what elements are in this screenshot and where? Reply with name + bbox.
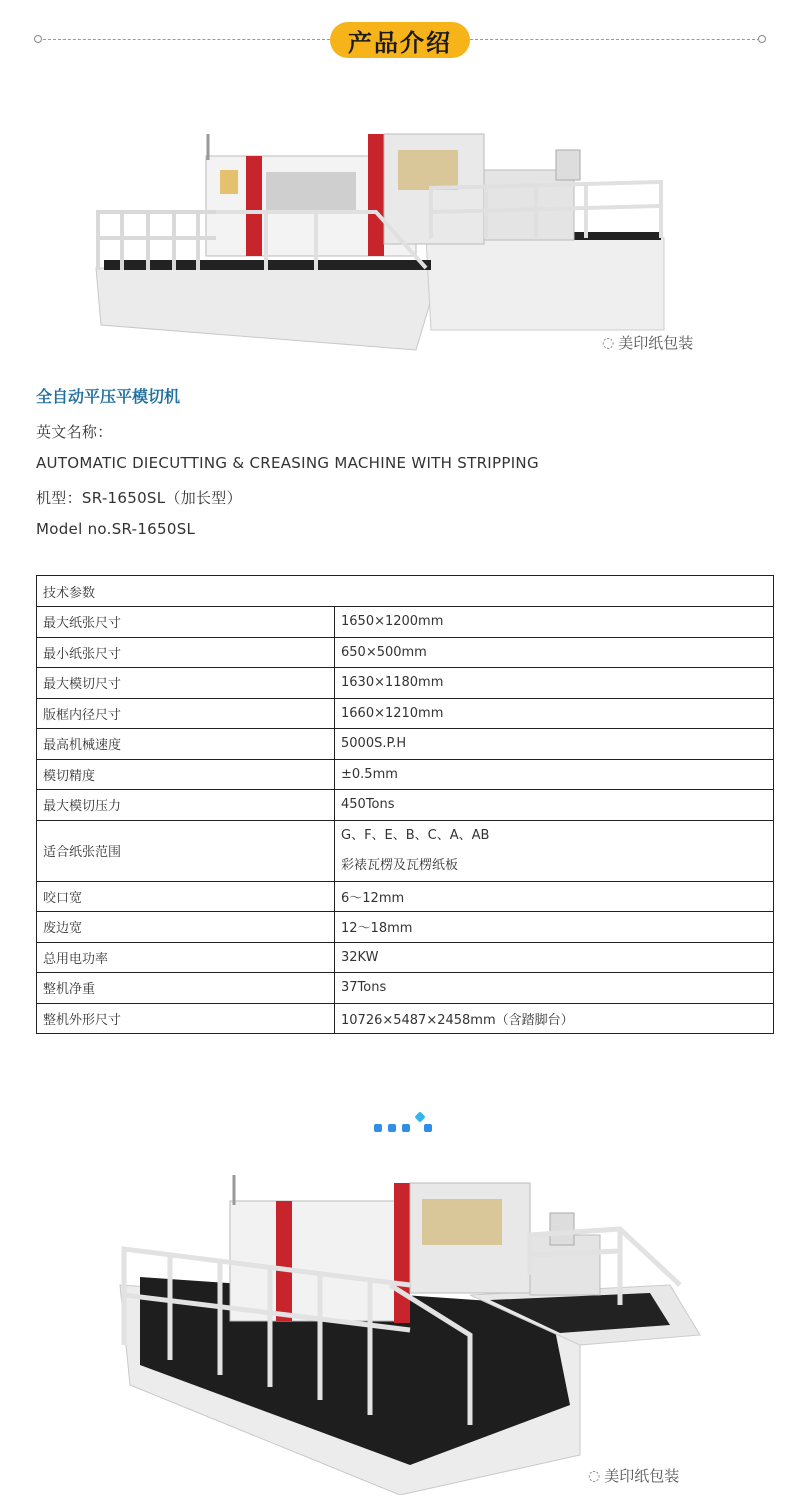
table-row [37, 790, 774, 821]
table-row [37, 912, 774, 943]
row-label: 最大纸张尺寸 [37, 607, 335, 638]
spec-table [36, 575, 774, 1034]
table-row [37, 1003, 774, 1034]
table-row [37, 637, 774, 668]
loader-dot [424, 1124, 432, 1132]
english-name-label: 英文名称： [36, 423, 113, 441]
row-label: 版框内径尺寸 [37, 698, 335, 729]
wechat-icon: ◌ [602, 334, 615, 351]
header-dot-right [758, 35, 766, 43]
loader-dot [414, 1111, 425, 1122]
diecutting-machine-image-2 [110, 1165, 710, 1495]
row-value-multiline [335, 820, 774, 881]
row-label: 最小纸张尺寸 [37, 637, 335, 668]
product-name: 全自动平压平模切机 [36, 387, 181, 406]
machine-photo-2 [110, 1165, 710, 1495]
wechat-icon: ◌ [588, 1467, 601, 1484]
row-label: 整机净重 [37, 973, 335, 1004]
table-row [37, 973, 774, 1004]
row-value: 1660×1210mm [335, 698, 774, 729]
english-name: AUTOMATIC DIECUTTING & CREASING MACHINE WITH STRIPPING [36, 454, 539, 472]
row-value: 5000S.P.H [335, 729, 774, 760]
row-label: 适合纸张范围 [37, 820, 335, 881]
row-value: ±0.5mm [335, 759, 774, 790]
row-label: 最大模切压力 [37, 790, 335, 821]
row-value: 450Tons [335, 790, 774, 821]
header-divider-left [38, 39, 330, 40]
row-value: 37Tons [335, 973, 774, 1004]
loader-dot [402, 1124, 410, 1132]
table-row [37, 668, 774, 699]
row-label: 整机外形尺寸 [37, 1003, 335, 1034]
table-row [37, 820, 774, 881]
table-row [37, 759, 774, 790]
row-label: 废边宽 [37, 912, 335, 943]
row-label: 最高机械速度 [37, 729, 335, 760]
row-value: 12～18mm [335, 912, 774, 943]
table-row [37, 942, 774, 973]
row-value: 6～12mm [335, 881, 774, 912]
header-divider-right [470, 39, 760, 40]
row-value: 1630×1180mm [335, 668, 774, 699]
row-value-secondary: 彩裱瓦楞及瓦楞纸板 [341, 857, 459, 873]
table-header: 技术参数 [37, 576, 774, 607]
table-header-row [37, 576, 774, 607]
watermark-1 [602, 332, 693, 353]
watermark-text-2: 美印纸包装 [604, 1467, 680, 1485]
row-value: 32KW [335, 942, 774, 973]
watermark-text-1: 美印纸包装 [618, 334, 694, 352]
loader-dot [374, 1124, 382, 1132]
section-title: 产品介绍 [330, 22, 470, 58]
table-row [37, 607, 774, 638]
row-value: 10726×5487×2458mm（含踏脚台） [335, 1003, 774, 1034]
table-row [37, 729, 774, 760]
loader-dot [388, 1124, 396, 1132]
model-en: Model no.SR-1650SL [36, 520, 196, 538]
table-row [37, 881, 774, 912]
row-label: 总用电功率 [37, 942, 335, 973]
watermark-2 [588, 1465, 679, 1486]
row-value: 1650×1200mm [335, 607, 774, 638]
row-label: 咬口宽 [37, 881, 335, 912]
row-label: 模切精度 [37, 759, 335, 790]
table-row [37, 698, 774, 729]
header-dot-left [34, 35, 42, 43]
row-value: 650×500mm [335, 637, 774, 668]
loading-indicator [374, 1112, 436, 1134]
row-label: 最大模切尺寸 [37, 668, 335, 699]
section-header [0, 18, 808, 60]
row-value: G、F、E、B、C、A、AB [341, 827, 490, 843]
model-cn: 机型：SR-1650SL（加长型） [36, 489, 242, 507]
